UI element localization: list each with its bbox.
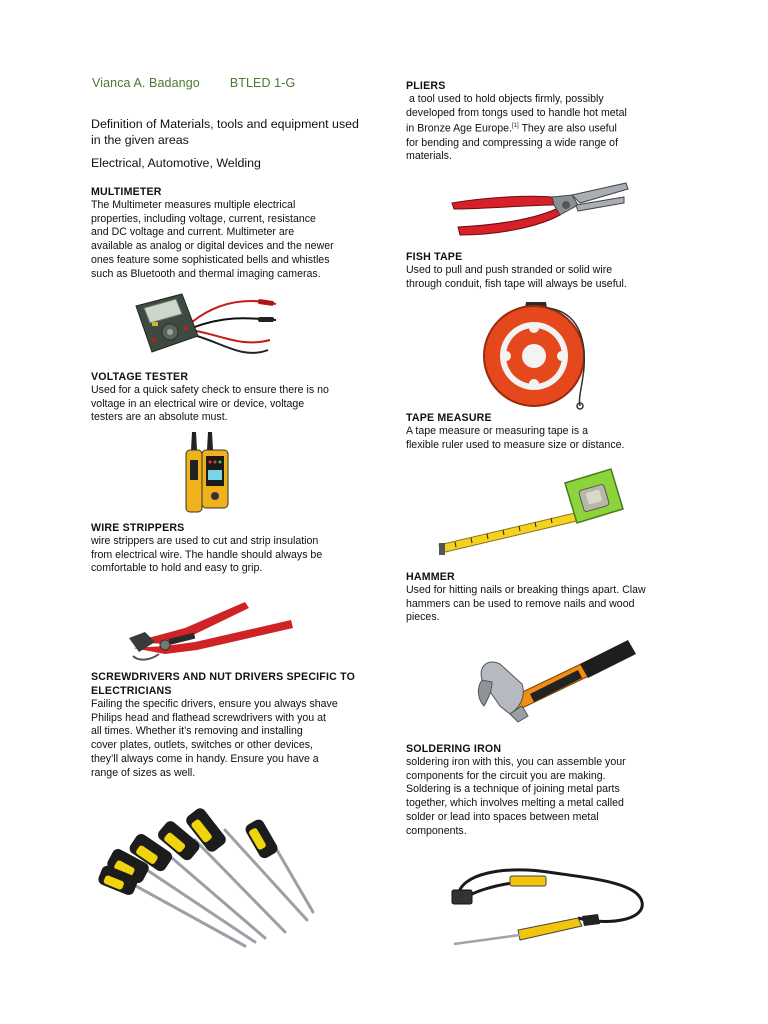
hammer-title: HAMMER: [406, 571, 455, 583]
soldering-iron-section: [406, 742, 696, 838]
multimeter-line-5: ones feature some sophisticated bells and whistles: [91, 253, 330, 266]
multimeter-line-3: and DC voltage and current. Multimeter are: [91, 226, 295, 239]
wire-strippers-title: WIRE STRIPPERS: [91, 522, 185, 534]
voltage-tester-section: [91, 370, 381, 425]
soldering-iron-line-2: components for the circuit you are making.: [406, 769, 606, 782]
hammer-line-2: hammers can be used to remove nails and wood: [406, 597, 635, 610]
tape-measure-section: [406, 411, 696, 452]
hammer-line-3: pieces.: [406, 611, 440, 624]
multimeter-title: MULTIMETER: [91, 186, 162, 198]
screwdrivers-title-1: SCREWDRIVERS AND NUT DRIVERS SPECIFIC TO: [91, 671, 356, 683]
voltage-tester-line-1: Used for a quick safety check to ensure there is no: [91, 384, 329, 396]
screwdrivers-line-2: Philips head and flathead screwdrivers with you at: [91, 711, 326, 724]
multimeter-line-2: properties, including voltage, current, resistance: [91, 212, 316, 225]
multimeter-image: [130, 290, 280, 362]
tape-measure-line-2: flexible ruler used to measure size or distance.: [406, 438, 625, 451]
pliers-footnote-link[interactable]: [1]: [512, 123, 519, 130]
wire-strippers-line-3: comfortable to hold and easy to grip.: [91, 562, 263, 575]
hammer-section: [406, 570, 696, 625]
document-subtitle: Definition of Materials, tools and equipment used in the given areas: [91, 117, 359, 147]
voltage-tester-title: VOLTAGE TESTER: [91, 371, 189, 383]
pliers-line-1: a tool used to hold objects firmly, possibly: [406, 93, 604, 105]
screwdrivers-image: [105, 800, 320, 950]
tape-measure-title: TAPE MEASURE: [406, 412, 492, 424]
screwdrivers-section: [91, 670, 381, 780]
multimeter-line-1: The Multimeter measures multiple electrical: [91, 199, 296, 211]
voltage-tester-line-2: voltage in an electrical wire or device, voltage: [91, 397, 305, 410]
voltage-tester-image: [180, 430, 236, 516]
screwdrivers-line-5: they’ll always come in handy. Ensure you have a: [91, 752, 319, 765]
pliers-image: [448, 175, 630, 237]
fish-tape-line-1: Used to pull and push stranded or solid wire: [406, 264, 613, 276]
hammer-line-1: Used for hitting nails or breaking things apart. Claw: [406, 584, 646, 596]
hammer-image: [470, 636, 640, 730]
pliers-title: PLIERS: [406, 80, 446, 92]
author-section: BTLED 1-G: [229, 76, 296, 90]
screwdrivers-line-1: Failing the specific drivers, ensure you always shave: [91, 698, 338, 710]
areas-line: Electrical, Automotive, Welding: [91, 156, 261, 170]
soldering-iron-line-4: together, which involves melting a metal called: [406, 797, 624, 810]
wire-strippers-line-2: from electrical wire. The handle should always be: [91, 548, 323, 561]
pliers-line-5: materials.: [406, 150, 452, 163]
fish-tape-title: FISH TAPE: [406, 251, 463, 263]
pliers-line-2: developed from tongs used to handle hot metal: [406, 106, 627, 119]
soldering-iron-line-1: soldering iron with this, you can assemble your: [406, 756, 626, 768]
screwdrivers-line-4: cover plates, outlets, switches or other devices,: [91, 739, 313, 752]
author-line: [92, 76, 295, 90]
tape-measure-line-1: A tape measure or measuring tape is a: [406, 425, 588, 437]
fish-tape-line-2: through conduit, fish tape will always be useful.: [406, 277, 627, 290]
tape-measure-image: [435, 465, 625, 560]
pliers-line-3-tail: They are also useful: [518, 122, 617, 135]
soldering-iron-title: SOLDERING IRON: [406, 743, 502, 755]
soldering-iron-image: [448, 862, 648, 948]
pliers-line-3: [406, 120, 696, 136]
pliers-section: [406, 79, 696, 164]
pliers-line-4: for bending and compressing a wide range of: [406, 136, 619, 149]
wire-strippers-section: [91, 521, 381, 576]
multimeter-section: [91, 185, 381, 281]
wire-strippers-line-1: wire strippers are used to cut and strip insulation: [91, 535, 319, 547]
fish-tape-image: [468, 298, 608, 410]
soldering-iron-line-6: components.: [406, 824, 467, 837]
author-name: Vianca A. Badango: [92, 76, 200, 90]
multimeter-line-6: such as Bluetooth and thermal imaging cameras.: [91, 267, 321, 280]
screwdrivers-title-2: ELECTRICIANS: [91, 685, 172, 697]
soldering-iron-line-5: solder or lead into spaces between metal: [406, 810, 599, 823]
wire-strippers-image: [125, 598, 295, 664]
pliers-line-3-text: in Bronze Age Europe.: [406, 122, 513, 135]
soldering-iron-line-3: Soldering is a technique of joining metal parts: [406, 783, 620, 796]
screwdrivers-line-3: all times. Whether it’s removing and installing: [91, 725, 303, 738]
multimeter-line-4: available as analog or digital devices and the newer: [91, 240, 334, 253]
voltage-tester-line-3: testers are an absolute must.: [91, 411, 228, 424]
fish-tape-section: [406, 250, 696, 291]
screwdrivers-line-6: range of sizes as well.: [91, 766, 196, 779]
